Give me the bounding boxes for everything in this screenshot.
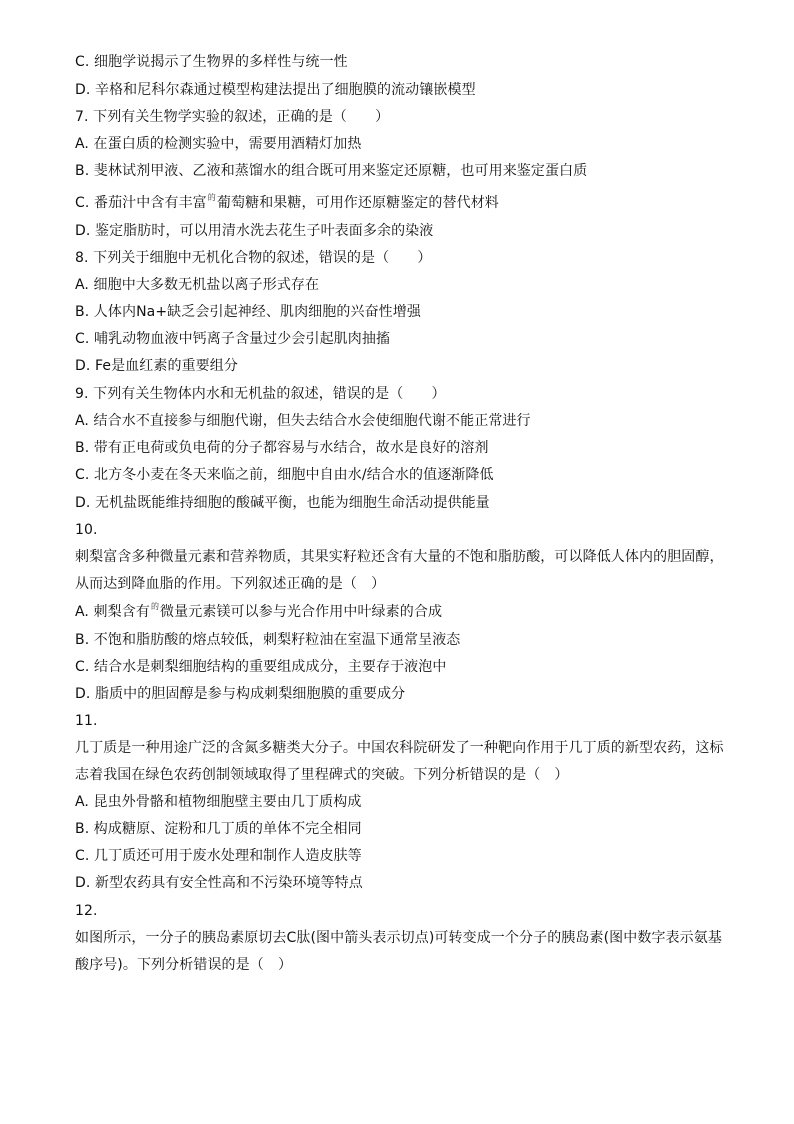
option-a: A. 昆虫外骨骼和植物细胞壁主要由几丁质构成 (75, 794, 362, 810)
line-text: 微量元素镁可以参与光合作用中叶绿素的合成 (160, 604, 443, 620)
option-c: C. 北方冬小麦在冬天来临之前，细胞中自由水/结合水的值逐渐降低 (75, 467, 494, 483)
question-11-stem: 志着我国在绿色农药创制领域取得了里程碑式的突破。下列分析错误的是（ ） (75, 767, 569, 783)
question-11-stem: 几丁质是一种用途广泛的含氮多糖类大分子。中国农科院研发了一种靶向作用于几丁质的新型农药，这标 (75, 740, 724, 756)
option-d: D. 新型农药具有安全性高和不污染环境等特点 (75, 875, 363, 891)
question-number: 11. (75, 713, 98, 729)
line-text: 葡萄糖和果糖，可用作还原糖鉴定的替代材料 (216, 195, 499, 211)
question-number: 10. (75, 522, 98, 538)
option-d: D. 脂质中的胆固醇是参与构成刺梨细胞膜的重要成分 (75, 686, 406, 702)
line-text: A. 刺梨含有 (75, 604, 150, 620)
question-10-stem: 从而达到降血脂的作用。下列叙述正确的是（ ） (75, 576, 386, 592)
option-a (75, 603, 442, 623)
option-b: B. 人体内Na+缺乏会引起神经、肌肉细胞的兴奋性增强 (75, 304, 421, 320)
option-d: D. Fe是血红素的重要组分 (75, 358, 238, 374)
line-text: C. 番茄汁中含有丰富 (75, 195, 207, 211)
option-b: B. 不饱和脂肪酸的熔点较低，刺梨籽粒油在室温下通常呈液态 (75, 632, 461, 648)
question-9-stem: 9. 下列有关生物体内水和无机盐的叙述，错误的是（ ） (75, 386, 446, 402)
question-number: 12. (75, 903, 98, 919)
text-line: C. 细胞学说揭示了生物界的多样性与统一性 (75, 54, 348, 70)
question-12-stem: 酸序号)。下列分析错误的是（ ） (75, 957, 293, 973)
text-line: D. 辛格和尼科尔森通过模型构建法提出了细胞膜的流动镶嵌模型 (75, 82, 476, 98)
option-c: C. 几丁质还可用于废水处理和制作人造皮肤等 (75, 848, 362, 864)
option-b: B. 构成糖原、淀粉和几丁质的单体不完全相同 (75, 821, 362, 837)
option-d: D. 无机盐既能维持细胞的酸碱平衡，也能为细胞生命活动提供能量 (75, 495, 490, 511)
option-b: B. 带有正电荷或负电荷的分子都容易与水结合，故水是良好的溶剂 (75, 440, 489, 456)
option-a: A. 细胞中大多数无机盐以离子形式存在 (75, 277, 320, 293)
option-b: B. 斐林试剂甲液、乙液和蒸馏水的组合既可用来鉴定还原糖，也可用来鉴定蛋白质 (75, 163, 588, 179)
option-c (75, 194, 499, 214)
superscript-char: 的 (207, 193, 216, 202)
option-c: C. 结合水是刺梨细胞结构的重要组成成分，主要存于液泡中 (75, 659, 447, 675)
question-7-stem: 7. 下列有关生物学实验的叙述，正确的是（ ） (75, 109, 390, 125)
option-c: C. 哺乳动物血液中钙离子含量过少会引起肌肉抽搐 (75, 331, 391, 347)
superscript-char: 的 (150, 602, 160, 611)
option-d: D. 鉴定脂肪时，可以用清水洗去花生子叶表面多余的染液 (75, 223, 434, 239)
question-12-stem: 如图所示，一分子的胰岛素原切去C肽(图中箭头表示切点)可转变成一个分子的胰岛素(图中数字表示氨基 (75, 930, 722, 946)
question-10-stem: 刺梨富含多种微量元素和营养物质，其果实籽粒还含有大量的不饱和脂肪酸，可以降低人体内的胆固醇， (75, 549, 724, 565)
option-a: A. 结合水不直接参与细胞代谢，但失去结合水会使细胞代谢不能正常进行 (75, 413, 531, 429)
question-8-stem: 8. 下列关于细胞中无机化合物的叙述，错误的是（ ） (75, 250, 432, 266)
option-a: A. 在蛋白质的检测实验中，需要用酒精灯加热 (75, 136, 362, 152)
